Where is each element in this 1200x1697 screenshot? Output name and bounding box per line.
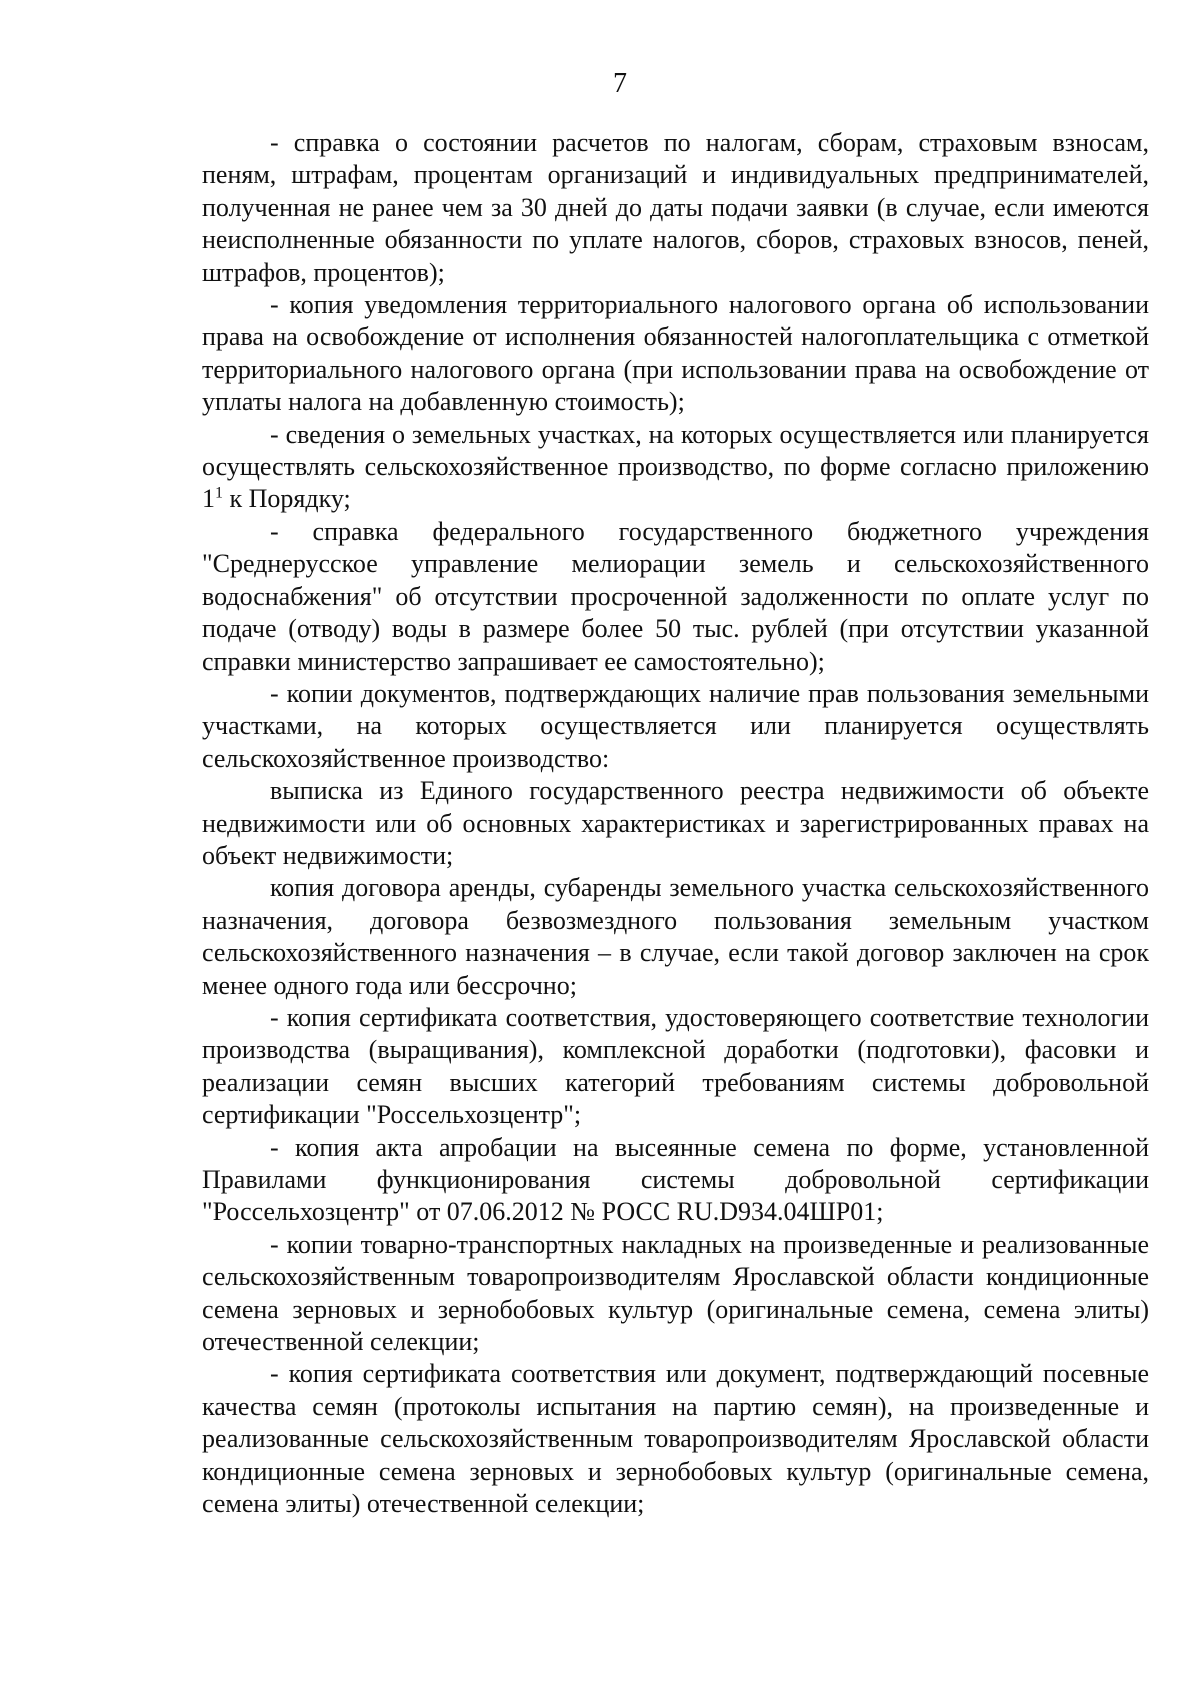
paragraph-melioration-certificate: - справка федерального государственного бюджетного учреждения "Среднерусское управление мелиорации земель и сельскохозяйственного водоснабжения" об отсутствии просроченной задолженности по оплате услуг по подаче (отводу) воды в размере более 50 тыс. рублей (при отсутствии указанной справки министерство запрашивает ее самостоятельно); (202, 516, 1149, 676)
paragraph-land-rights-documents: - копии документов, подтверждающих наличие прав пользования земельными участками, на которых осуществляется или планируется осуществлять сельскохозяйственное производство: (202, 678, 1149, 773)
appendix-superscript: 1 (215, 484, 223, 502)
paragraph-conformity-certificate: - копия сертификата соответствия, удостоверяющего соответствие технологии производства (выращивания), комплексной доработки (подготовки), фасовки и реализации семян высших категорий требованиям системы добровольной сертификации "Россельхозцентр"; (202, 1002, 1149, 1130)
paragraph-land-plots-tail: к Порядку; (223, 484, 351, 514)
paragraph-tax-certificate: - справка о состоянии расчетов по налогам, сборам, страховым взносам, пеням, штрафам, процентам организаций и индивидуальных предпринимателей, полученная не ранее чем за 30 дней до даты подачи заявки (в случае, если имеются неисполненные обязанности по уплате налогов, сборов, страховых взносов, пеней, штрафов, процентов); (202, 128, 1149, 287)
paragraph-egrn-extract: выписка из Единого государственного реестра недвижимости об объекте недвижимости или об основных характеристиках и зарегистрированных правах на объект недвижимости; (202, 776, 1149, 870)
paragraph-waybills: - копии товарно-транспортных накладных на произведенные и реализованные сельскохозяйственным товаропроизводителям Ярославской области кондиционные семена зерновых и зернобобовых культур (оригинальные семена, семена элиты) отечественной селекции; (202, 1229, 1149, 1357)
page-number: 7 (613, 68, 627, 99)
paragraph-vat-exemption-notice: - копия уведомления территориального налогового органа об использовании права на освобождение от исполнения обязанностей налогоплательщика с отметкой территориального налогового органа (при использовании права на освобождение от уплаты налога на добавленную стоимость); (202, 290, 1149, 417)
document-body (202, 127, 1149, 1520)
paragraph-land-plots-text: - сведения о земельных участках, на которых осуществляется или планируется осуществлять сельскохозяйственное производство, по форме согласно приложению 1 (202, 419, 1149, 514)
paragraph-approbation-act: - копия акта апробации на высеянные семена по форме, установленной Правилами функционирования системы добровольной сертификации "Россельхозцентр" от 07.06.2012 № РОСС RU.D934.04ШР01; (202, 1132, 1149, 1227)
paragraph-land-plots-info (202, 419, 1149, 516)
paragraph-lease-agreement: копия договора аренды, субаренды земельного участка сельскохозяйственного назначения, договора безвозмездного пользования земельным участком сельскохозяйственного назначения – в случае, если такой договор заключен на срок менее одного года или бессрочно; (202, 873, 1149, 1000)
paragraph-seed-quality-documents: - копия сертификата соответствия или документ, подтверждающий посевные качества семян (протоколы испытания на партию семян), на произведенные и реализованные сельскохозяйственным товаропроизводителям Ярославской области кондиционные семена зерновых и зернобобовых культур (оригинальные семена, семена элиты) отечественной селекции; (202, 1359, 1149, 1519)
